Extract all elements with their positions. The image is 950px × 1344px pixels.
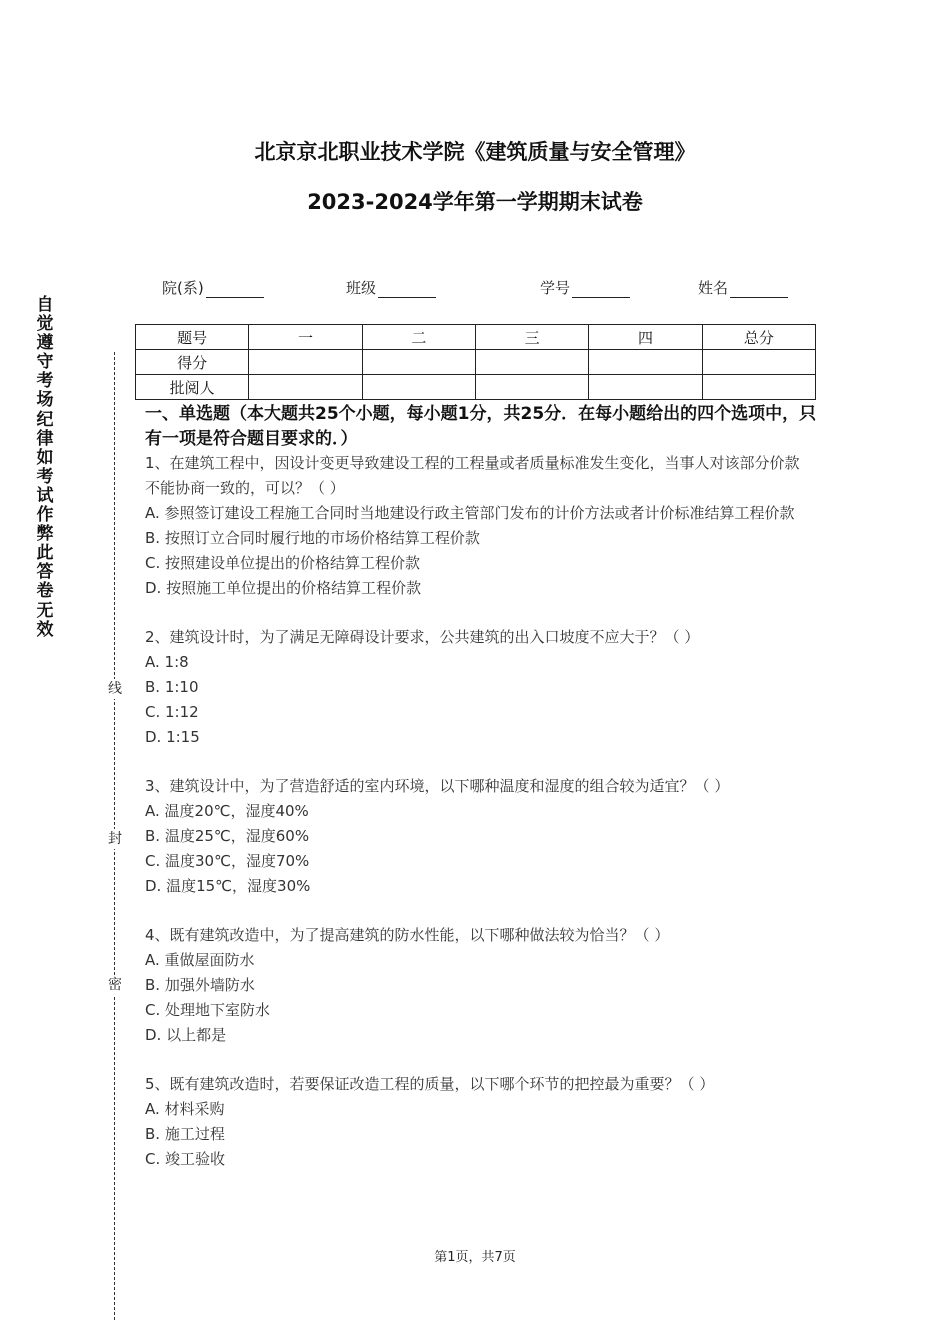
class-label: 班级 <box>346 279 377 297</box>
question-option[interactable]: C. 处理地下室防水 <box>145 1001 271 1019</box>
section-title: 一、单选题（本大题共25个小题，每小题1分，共25分．在每小题给出的四个选项中，只有一项是符合题目要求的．） <box>145 404 817 449</box>
question-option[interactable]: B. 按照订立合同时履行地的市场价格结算工程价款 <box>145 529 480 547</box>
question-option[interactable]: C. 按照建设单位提出的价格结算工程价款 <box>145 554 421 572</box>
grader-cell[interactable] <box>475 375 588 400</box>
department-blank[interactable] <box>206 282 264 298</box>
question-option[interactable]: B. 温度25℃，湿度60% <box>145 827 310 845</box>
score-header-cell: 二 <box>362 325 475 350</box>
name-label: 姓名 <box>698 279 729 297</box>
question-stem: 2、建筑设计时，为了满足无障碍设计要求，公共建筑的出入口坡度不应大于？（ ） <box>145 628 700 646</box>
score-header-cell: 题号 <box>136 325 249 350</box>
question-item <box>145 625 813 750</box>
side-warning-char: 作 <box>36 505 54 526</box>
side-warning-char: 如 <box>36 447 54 468</box>
question-option[interactable]: A. 温度20℃，湿度40% <box>145 802 309 820</box>
question-option[interactable]: D. 1:15 <box>145 728 200 746</box>
question-option[interactable]: C. 1:12 <box>145 703 199 721</box>
side-warning-char: 卷 <box>36 581 54 602</box>
score-header-cell: 一 <box>249 325 362 350</box>
question-option[interactable]: A. 重做屋面防水 <box>145 951 255 969</box>
side-warning-char: 试 <box>36 485 54 506</box>
side-warning-char: 此 <box>36 543 54 564</box>
side-warning-char: 答 <box>36 562 54 583</box>
question-list <box>145 451 813 1196</box>
side-warning-char: 律 <box>36 428 54 449</box>
score-cell[interactable] <box>362 350 475 375</box>
department-label: 院(系) <box>162 279 204 297</box>
question-stem: 4、既有建筑改造中，为了提高建筑的防水性能，以下哪种做法较为恰当？（ ） <box>145 926 670 944</box>
score-header-cell: 三 <box>475 325 588 350</box>
question-item <box>145 923 813 1048</box>
department-field[interactable] <box>162 277 264 298</box>
side-warning-char: 自 <box>36 295 54 315</box>
grader-row-label: 批阅人 <box>136 375 249 400</box>
side-warning-char: 觉 <box>36 314 54 335</box>
question-option[interactable]: C. 竣工验收 <box>145 1150 226 1168</box>
score-header-cell: 四 <box>589 325 702 350</box>
grader-cell[interactable] <box>589 375 702 400</box>
score-table <box>135 324 816 400</box>
question-option[interactable]: D. 以上都是 <box>145 1026 227 1044</box>
question-stem: 5、既有建筑改造时，若要保证改造工程的质量，以下哪个环节的把控最为重要？（ ） <box>145 1075 715 1093</box>
question-option[interactable]: C. 温度30℃，湿度70% <box>145 852 310 870</box>
score-table-header-row <box>136 325 816 350</box>
question-option[interactable]: A. 1:8 <box>145 653 189 671</box>
side-warning-char: 场 <box>36 390 54 411</box>
score-table-score-row <box>136 350 816 375</box>
question-option[interactable]: D. 温度15℃，湿度30% <box>145 877 311 895</box>
side-warning-text <box>34 296 56 640</box>
question-item <box>145 774 813 899</box>
student-id-field[interactable] <box>540 277 630 298</box>
question-option[interactable]: B. 1:10 <box>145 678 199 696</box>
question-option[interactable]: B. 施工过程 <box>145 1125 225 1143</box>
side-warning-char: 效 <box>36 619 54 640</box>
side-warning-char: 考 <box>36 466 54 487</box>
side-warning-char: 守 <box>36 352 54 373</box>
grader-cell[interactable] <box>362 375 475 400</box>
question-item <box>145 451 813 601</box>
binding-mark-secret: 密 <box>108 977 122 993</box>
question-item <box>145 1072 813 1172</box>
class-blank[interactable] <box>378 282 436 298</box>
binding-mark-seal: 封 <box>108 831 122 847</box>
question-stem: 1、在建筑工程中，因设计变更导致建设工程的工程量或者质量标准发生变化，当事人对该部分价款不能协商一致的，可以？（ ） <box>145 454 800 497</box>
student-id-blank[interactable] <box>572 282 630 298</box>
question-option[interactable]: B. 加强外墙防水 <box>145 976 255 994</box>
question-stem: 3、建筑设计中，为了营造舒适的室内环境，以下哪种温度和湿度的组合较为适宜？（ ） <box>145 777 730 795</box>
score-cell[interactable] <box>702 350 815 375</box>
exam-title-line2: 2023-2024学年第一学期期末试卷 <box>307 190 643 214</box>
student-info-row <box>0 277 950 297</box>
name-blank[interactable] <box>730 282 788 298</box>
page-footer: 第1页，共7页 <box>434 1250 516 1265</box>
question-option[interactable]: D. 按照施工单位提出的价格结算工程价款 <box>145 579 422 597</box>
score-cell[interactable] <box>475 350 588 375</box>
side-warning-char: 纪 <box>36 409 54 430</box>
side-warning-char: 弊 <box>36 524 54 545</box>
grader-cell[interactable] <box>702 375 815 400</box>
score-row-label: 得分 <box>136 350 249 375</box>
binding-mark-line: 线 <box>108 681 122 697</box>
question-option[interactable]: A. 材料采购 <box>145 1100 225 1118</box>
name-field[interactable] <box>698 277 788 298</box>
grader-cell[interactable] <box>249 375 362 400</box>
score-table-grader-row <box>136 375 816 400</box>
score-header-cell: 总分 <box>702 325 815 350</box>
class-field[interactable] <box>346 277 436 298</box>
exam-title-line1: 北京京北职业技术学院《建筑质量与安全管理》 <box>254 140 696 164</box>
side-warning-char: 考 <box>36 371 54 392</box>
side-warning-char: 遵 <box>36 333 54 354</box>
side-warning-char: 无 <box>36 600 54 621</box>
score-cell[interactable] <box>589 350 702 375</box>
question-option[interactable]: A. 参照签订建设工程施工合同时当地建设行政主管部门发布的计价方法或者计价标准结算工程价款 <box>145 504 795 522</box>
student-id-label: 学号 <box>540 279 571 297</box>
score-cell[interactable] <box>249 350 362 375</box>
